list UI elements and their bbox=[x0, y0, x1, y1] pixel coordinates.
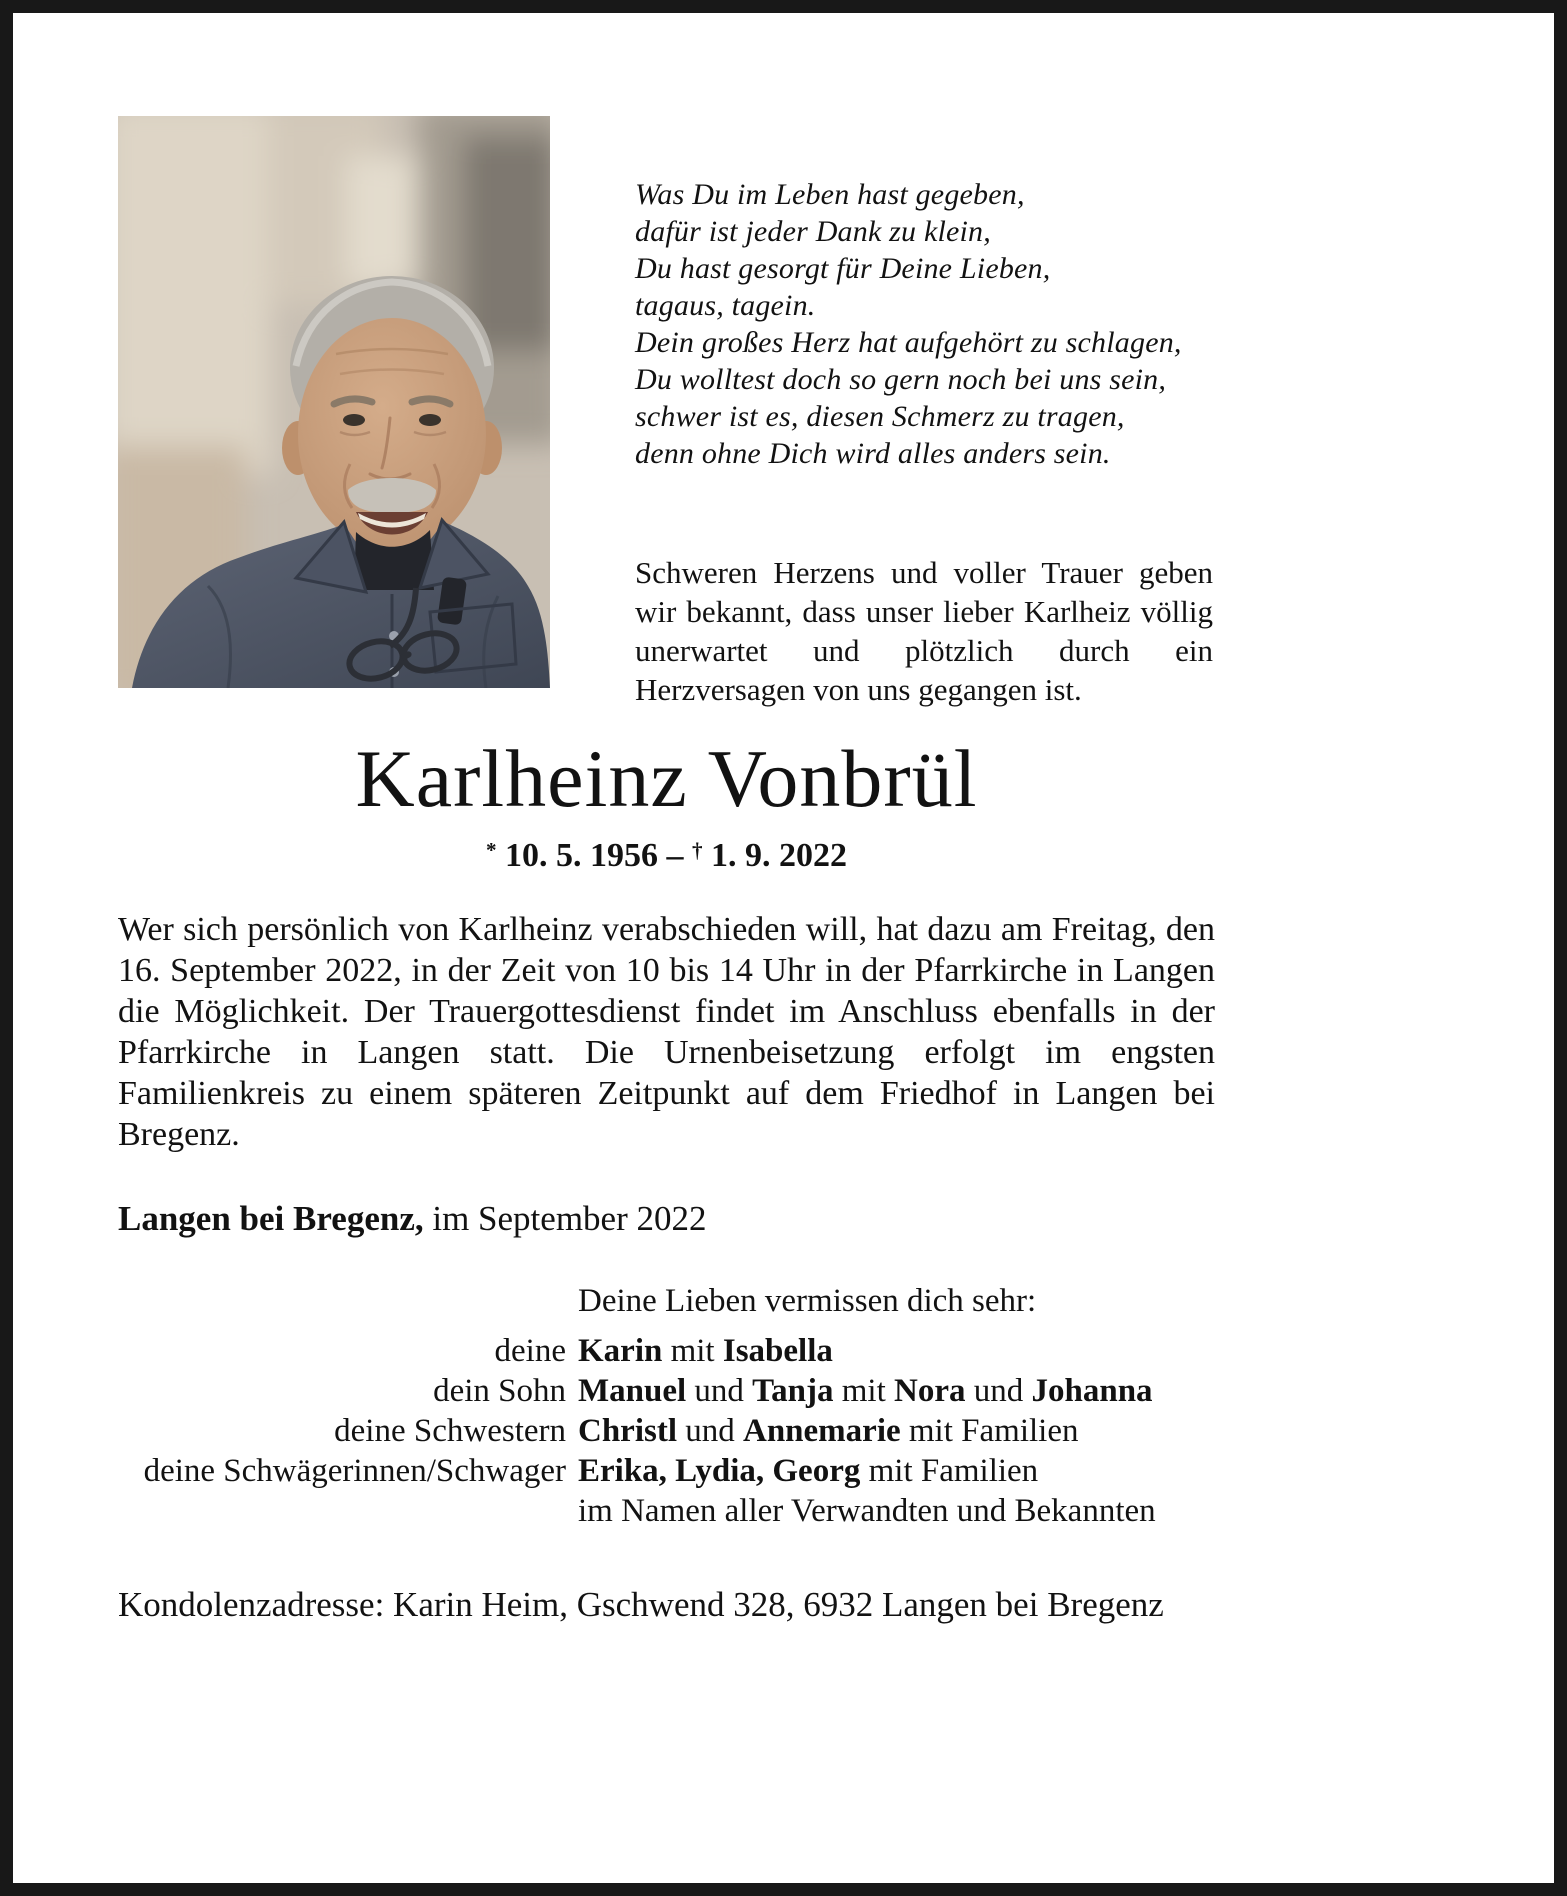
family-names: Erika, Lydia, Georg mit Familien bbox=[578, 1453, 1039, 1489]
family-role: deine bbox=[494, 1333, 566, 1369]
dateline-date: im September 2022 bbox=[432, 1199, 707, 1238]
poem-line: tagaus, tagein. bbox=[635, 289, 816, 322]
poem-line: Du hast gesorgt für Deine Lieben, bbox=[635, 252, 1051, 285]
family-role: deine Schwestern bbox=[334, 1413, 566, 1449]
family-names: Manuel und Tanja mit Nora und Johanna bbox=[578, 1373, 1153, 1409]
poem-line: Dein großes Herz hat aufgehört zu schlagen, bbox=[635, 326, 1182, 359]
death-announcement: Schweren Herzens und voller Trauer geben wir bekannt, dass unser lieber Karlheiz völlig unerwartet und plötzlich durch ein Herzversagen von uns gegangen ist. bbox=[635, 555, 1213, 707]
poem-line: denn ohne Dich wird alles anders sein. bbox=[635, 437, 1111, 470]
condolence-line: Kondolenzadresse: Karin Heim, Gschwend 328, 6932 Langen bei Bregenz bbox=[118, 1585, 1164, 1624]
poem-line: schwer ist es, diesen Schmerz zu tragen, bbox=[635, 400, 1125, 433]
birth-symbol: * bbox=[485, 837, 497, 862]
poem-line: dafür ist jeder Dank zu klein, bbox=[635, 215, 991, 248]
family-names: im Namen aller Verwandten und Bekannten bbox=[578, 1493, 1156, 1529]
death-date: 1. 9. 2022 bbox=[711, 837, 848, 874]
memorial-poem bbox=[635, 176, 1225, 472]
farewell-paragraph: Wer sich persönlich von Karlheinz verabschieden will, hat dazu am Freitag, den 16. September 2022, in der Zeit von 10 bis 14 Uhr in der Pfarrkirche in Langen die Möglichkeit. Der Trauergottesdienst findet im Anschluss ebenfalls in der Pfarrkirche in Langen statt. Die Urnenbeisetzung erfolgt im engsten Familienkreis zu einem späteren Zeitpunkt auf dem Friedhof in Langen bei Bregenz. bbox=[118, 911, 1215, 1153]
family-role bbox=[118, 1491, 566, 1531]
family-role: dein Sohn bbox=[433, 1373, 566, 1409]
portrait-photo bbox=[118, 116, 550, 688]
obituary-body bbox=[118, 733, 1215, 1625]
birth-date: 10. 5. 1956 bbox=[505, 837, 658, 874]
deceased-name: Karlheinz Vonbrül bbox=[355, 733, 978, 824]
dateline bbox=[118, 1199, 1215, 1239]
poem-line: Du wolltest doch so gern noch bei uns sein, bbox=[635, 363, 1167, 396]
death-symbol: † bbox=[692, 837, 703, 862]
date-separator: – bbox=[666, 837, 684, 874]
place-name: Langen bei Bregenz, bbox=[118, 1199, 424, 1238]
family-role: deine Schwägerinnen/Schwager bbox=[143, 1453, 566, 1489]
poem-line: Was Du im Leben hast gegeben, bbox=[635, 178, 1025, 211]
family-list bbox=[118, 1331, 1215, 1531]
family-names: Karin mit Isabella bbox=[578, 1333, 833, 1369]
life-dates bbox=[118, 837, 1215, 875]
family-names: Christl und Annemarie mit Familien bbox=[578, 1413, 1079, 1449]
family-intro: Deine Lieben vermissen dich sehr: bbox=[578, 1283, 1037, 1319]
portrait-illustration bbox=[118, 116, 550, 688]
